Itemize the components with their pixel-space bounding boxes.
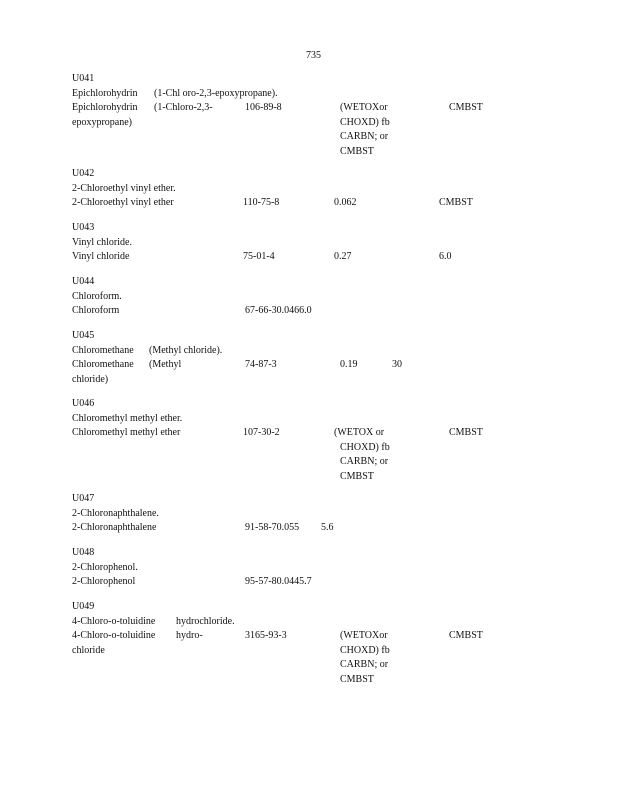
- constituent-name: Chloromethane: [72, 359, 134, 370]
- technology-code: [340, 101, 390, 159]
- entry-row: [72, 521, 592, 536]
- waste-entry-u042: [72, 167, 592, 211]
- header-synonym: hydrochloride.: [176, 615, 235, 627]
- header-name: Epichlorohydrin: [72, 87, 138, 99]
- waste-entry-u047: [72, 492, 592, 536]
- header-name: 4-Chloro-o-toluidine: [72, 615, 156, 627]
- treatment-standard: CMBST: [439, 197, 473, 208]
- waste-code: U046: [72, 398, 95, 409]
- cas-number: 75-01-4: [243, 251, 275, 262]
- constituent-synonym: (Methyl: [149, 359, 182, 370]
- waste-code: U043: [72, 222, 95, 233]
- cas-number: 106-89-8: [245, 102, 282, 113]
- constituent-name-continued: chloride: [72, 644, 105, 656]
- entry-header: Chloromethyl methyl ether.: [72, 412, 183, 424]
- waste-entry-u049: [72, 600, 592, 685]
- technology-line: CARBN; or: [340, 131, 389, 142]
- waste-entry-u048: [72, 546, 592, 590]
- entry-header: Chloroform.: [72, 290, 122, 302]
- technology-line: CMBST: [340, 673, 374, 685]
- technology-line: CMBST: [340, 145, 374, 157]
- constituent-name-continued: epoxypropane): [72, 116, 132, 128]
- waste-code: U047: [72, 493, 95, 504]
- entry-header: 2-Chloroethyl vinyl ether.: [72, 182, 176, 194]
- technology-line: CHOXD) fb: [340, 116, 390, 128]
- header-synonym: (Methyl chloride).: [149, 344, 223, 356]
- technology-line: CMBST: [340, 470, 374, 482]
- constituent-name: 2-Chloronaphthalene: [72, 522, 157, 533]
- cas-number: 107-30-2: [243, 427, 280, 438]
- entry-header: 2-Chlorophenol.: [72, 561, 138, 573]
- waste-code: U044: [72, 276, 95, 287]
- constituent-name: Vinyl chloride: [72, 251, 130, 262]
- waste-code: U045: [72, 330, 95, 341]
- technology-line: CHOXD) fb: [340, 644, 390, 656]
- entry-header: Vinyl chloride.: [72, 236, 132, 248]
- constituent-name-continued: chloride): [72, 373, 109, 385]
- entry-header: [72, 615, 592, 630]
- cas-number: 3165-93-3: [245, 630, 287, 641]
- waste-entry-u043: [72, 221, 592, 265]
- treatment-standard: 30: [392, 359, 402, 370]
- technology-line: (WETOXor: [340, 630, 388, 641]
- technology-line: (WETOX or: [334, 427, 385, 438]
- technology-line: (WETOXor: [340, 102, 388, 113]
- entry-row: [72, 426, 592, 482]
- header-synonym: (1-Chl oro-2,3-epoxypropane).: [154, 87, 278, 99]
- cas-and-values: 95-57-80.0445.7: [245, 576, 312, 587]
- technology-line: CHOXD) fb: [340, 441, 390, 453]
- cas-and-values: 91-58-70.055: [245, 522, 300, 533]
- constituent-name: Chloroform: [72, 305, 120, 316]
- waste-entry-u046: [72, 397, 592, 482]
- waste-code: U048: [72, 547, 95, 558]
- constituent-synonym: (1-Chloro-2,3-: [154, 102, 213, 113]
- cas-number: 74-87-3: [245, 359, 277, 370]
- waste-entry-u044: [72, 275, 592, 319]
- entry-header: 2-Chloronaphthalene.: [72, 507, 159, 519]
- treatment-standard: CMBST: [449, 630, 483, 641]
- treatment-value: 0.19: [340, 359, 358, 370]
- treatment-standard: CMBST: [449, 427, 483, 438]
- treatment-value: 0.062: [334, 197, 357, 208]
- entry-row: [72, 304, 592, 319]
- entry-row: [72, 250, 592, 265]
- technology-code: [334, 426, 390, 484]
- technology-line: CARBN; or: [340, 456, 389, 467]
- cas-and-values: 67-66-30.0466.0: [245, 305, 312, 316]
- constituent-name: Epichlorohydrin: [72, 102, 138, 113]
- waste-code: U049: [72, 601, 95, 612]
- constituent-name: 2-Chloroethyl vinyl ether: [72, 197, 174, 208]
- cas-number: 110-75-8: [243, 197, 280, 208]
- waste-entry-u045: [72, 329, 592, 387]
- waste-code: U042: [72, 168, 95, 179]
- entry-header: [72, 344, 592, 359]
- treatment-standard: CMBST: [449, 102, 483, 113]
- waste-entry-u041: [72, 72, 592, 157]
- treatment-value: 0.27: [334, 251, 352, 262]
- entry-row: [72, 575, 592, 590]
- constituent-synonym: hydro-: [176, 630, 203, 641]
- page-number: 735: [306, 50, 321, 61]
- waste-code: U041: [72, 73, 95, 84]
- technology-code: [340, 629, 390, 687]
- technology-line: CARBN; or: [340, 659, 389, 670]
- constituent-name: 2-Chlorophenol: [72, 576, 136, 587]
- treatment-standard: 5.6: [321, 522, 334, 533]
- entry-row: [72, 196, 592, 211]
- constituent-name: 4-Chloro-o-toluidine: [72, 630, 156, 641]
- constituent-name: Chloromethyl methyl ether: [72, 427, 181, 438]
- entry-row: [72, 358, 592, 373]
- treatment-standard: 6.0: [439, 251, 452, 262]
- entry-header: [72, 87, 592, 102]
- header-name: Chloromethane: [72, 344, 134, 356]
